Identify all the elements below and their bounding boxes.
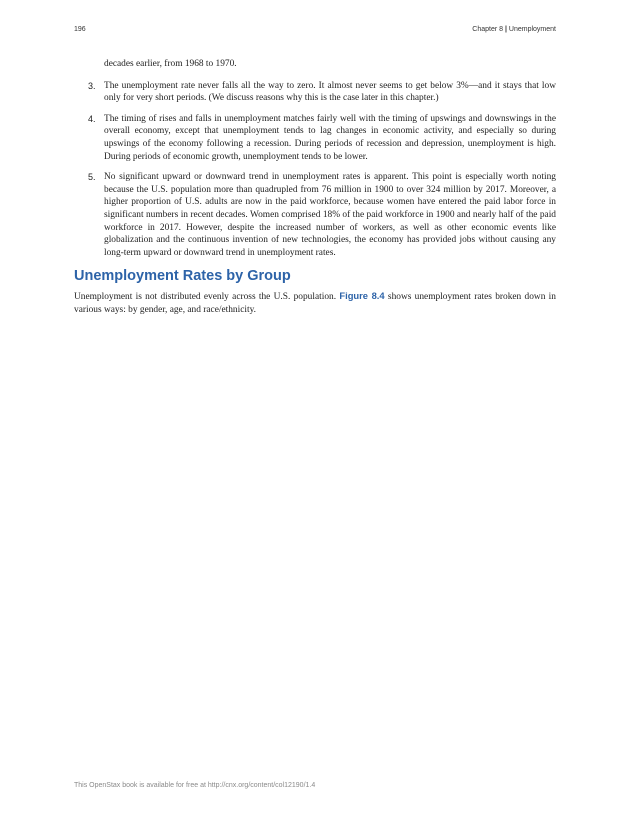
page-body	[74, 58, 556, 317]
chapter-prefix: Chapter 8	[472, 26, 504, 33]
section-heading: Unemployment Rates by Group	[74, 268, 291, 285]
section-intro-paragraph	[74, 290, 556, 316]
page-footer: This OpenStax book is available for free at http://cnx.org/content/col12190/1.4	[74, 782, 316, 789]
list-item-text: No significant upward or downward trend in unemployment rates is apparent. This point is especially worth noting because the U.S. population more than quadrupled from 76 million in 1900 to over 324 million by 2017. Moreover, a higher proportion of U.S. adults are now in the paid workforce, because women have entered the paid labor force in significant numbers in recent decades. Women comprised 18% of the paid workforce in 1900 and nearly half of the paid workforce in 2017. However, despite the increased number of workers, as well as other economic events like globalization and the continuous invention of new technologies, the economy has provided jobs without causing any long-term upward or downward trend in unemployment rates.	[104, 172, 556, 258]
header-separator: |	[505, 26, 507, 33]
page-number: 196	[74, 26, 86, 33]
list-item-text: The unemployment rate never falls all the way to zero. It almost never seems to get below 3%—and it stays that low only for very short periods. (We discuss reasons why this is the case later in this chapter.)	[104, 80, 556, 104]
list-item-text: The timing of rises and falls in unemployment matches fairly well with the timing of upswings and downswings in the overall economy, except that unemployment tends to lag changes in economic activity, and especially so during upswings of the economy following a recession. During periods of recession and depression, unemployment is high. During periods of economic growth, unemployment tends to be lower.	[104, 113, 556, 162]
numbered-list	[74, 80, 556, 260]
list-item-number: 4.	[88, 113, 96, 124]
intro-text-after: shows unemployment rates broken down in various ways: by gender, age, and race/ethnicity.	[74, 292, 556, 315]
list-item-continuation: decades earlier, from 1968 to 1970.	[104, 59, 237, 69]
figure-8-4-link[interactable]: Figure 8.4	[339, 290, 385, 302]
page-header	[74, 26, 556, 38]
chapter-title: Unemployment	[508, 26, 556, 33]
intro-text-before: Unemployment is not distributed evenly across the U.S. population.	[74, 292, 340, 303]
list-item-number: 3.	[88, 80, 96, 91]
running-chapter-title	[472, 26, 556, 33]
list-item-number: 5.	[88, 172, 96, 183]
list-item	[74, 113, 556, 163]
list-item	[74, 171, 556, 259]
list-item	[74, 80, 556, 105]
